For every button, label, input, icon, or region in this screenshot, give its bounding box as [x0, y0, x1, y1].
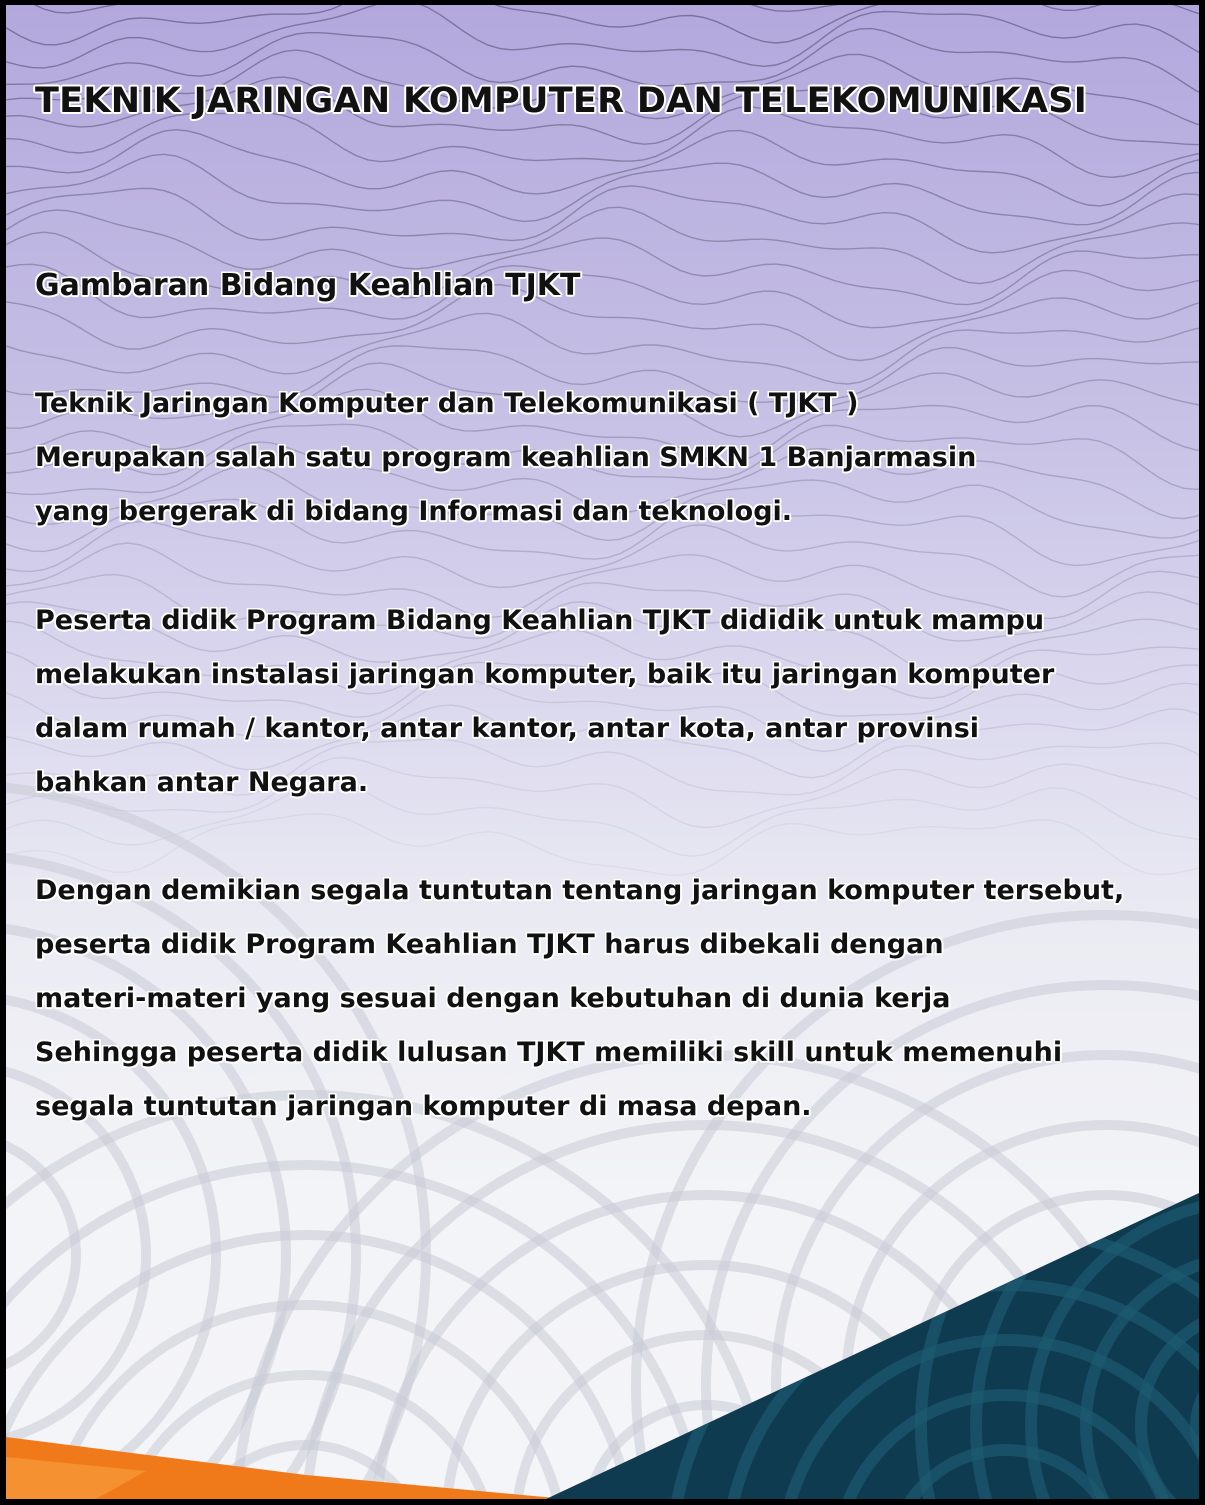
paragraph-line: dalam rumah / kantor, antar kantor, antar kota, antar provinsi: [35, 713, 980, 744]
paragraph-line: peserta didik Program Keahlian TJKT harus dibekali dengan: [35, 929, 944, 960]
paragraph-line: Merupakan salah satu program keahlian SMKN 1 Banjarmasin: [35, 442, 977, 473]
poster-panel: [6, 5, 1199, 1499]
paragraph-line: yang bergerak di bidang Informasi dan teknologi.: [35, 496, 793, 527]
paragraph-line: bahkan antar Negara.: [35, 767, 369, 798]
paragraph-line: Peserta didik Program Bidang Keahlian TJKT dididik untuk mampu: [35, 605, 1045, 636]
wave-line: [6, 5, 1199, 45]
page-title: TEKNIK JARINGAN KOMPUTER DAN TELEKOMUNIKASI: [35, 81, 1088, 121]
wave-line: [6, 5, 1199, 13]
paragraph-line: segala tuntutan jaringan komputer di masa depan.: [35, 1091, 812, 1122]
paragraph-line: Dengan demikian segala tuntutan tentang jaringan komputer tersebut,: [35, 875, 1125, 906]
paragraph-line: Sehingga peserta didik lulusan TJKT memiliki skill untuk memenuhi: [35, 1037, 1063, 1068]
paragraph-line: melakukan instalasi jaringan komputer, baik itu jaringan komputer: [35, 659, 1055, 690]
wave-line: [6, 130, 1199, 206]
wave-line: [6, 313, 1199, 384]
paragraph-intro: [35, 377, 976, 539]
wave-line: [6, 154, 1199, 224]
paragraph-conclusion: [35, 864, 1124, 1134]
paragraph-line: materi-materi yang sesuai dengan kebutuhan di dunia kerja: [35, 983, 951, 1014]
section-subtitle: Gambaran Bidang Keahlian TJKT: [35, 268, 581, 303]
paragraph-line: Teknik Jaringan Komputer dan Telekomunikasi ( TJKT ): [35, 388, 859, 419]
wave-line: [6, 5, 1199, 68]
paragraph-skills: [35, 594, 1054, 810]
